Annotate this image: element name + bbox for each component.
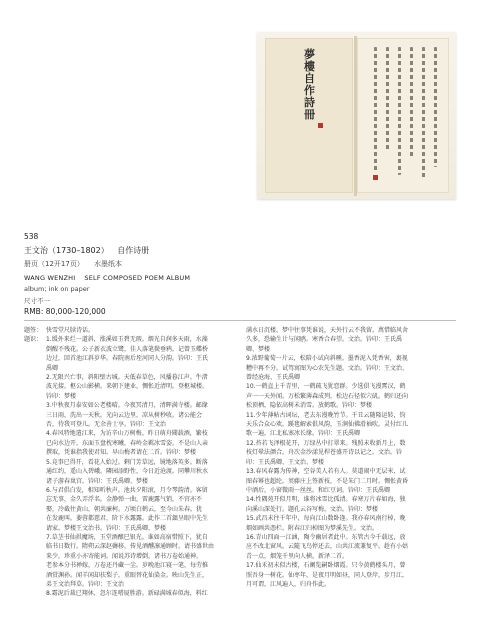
inscription-line: 6.与君倡白发，相知听秋声。池共夕阳滚，月令琴韵清。客留: [46, 486, 208, 494]
inscription-line: 图春幂也超纶。荚藤庄上签新枝，不是朱门二月时。惆怅黄昏: [246, 477, 409, 485]
inscription-line: 钤印：梦楼: [46, 392, 77, 400]
inscription-line: 松顶栖，隐依高树未消雪。放鹤歌。钤印：梦楼: [246, 402, 373, 410]
inscription-line: 应不改北窗风。云隨飞鸟停还去，山共江流兼复平。趁有小姑: [246, 543, 409, 551]
inscription-body-left: [46, 345, 228, 599]
inscription-line: 老参本分书禅嫁，万卷还丹藏一尘。岁晚池江寝一笔，每劳推: [46, 562, 209, 570]
inscription-row: [24, 335, 228, 344]
english-medium: album; ink on paper: [24, 285, 90, 293]
inscription-line: 月可谓，江风遍人，归舟作此。: [246, 580, 331, 588]
inscription-line: 中酒后，小窗微雨一丝丝。和红豆词。钤印：王氏禹卿: [246, 486, 391, 494]
signature-row: [24, 326, 228, 335]
album-calligraphy-page: [357, 38, 449, 193]
inscription-line: 三日雨，洗出一天秋。光向云边里，凉从树秒收。诸公能会: [46, 411, 203, 419]
inscription-line: 倒醒不残花。公子新衣波立鹭，佳人落笔鬓垂鸦。记曾玉蝶桥: [46, 345, 209, 353]
inscription-line: 青一点，烟笼千里向人横。新泽二首。: [246, 552, 349, 560]
inscription-line: 7.草茎书仙拱魔场，玉堂酒酿巳银光。谁如高宿惜照下，犹自: [46, 533, 208, 541]
calligraphy-column: [410, 47, 413, 157]
inscription-line: 13.春风春露为传神，空谷美人若有人。莫道闹中无层米，试: [246, 468, 406, 476]
inscription-line: 声一一天外闻。万松繁薄森成列，松边石径似穴矶。鹤归还向: [246, 392, 409, 400]
seal-stamp: [373, 175, 378, 180]
inscription-line: 娶，冷截往黄山，朝共廉柯。万顷白鹤云，至今山朱春。犹: [46, 505, 203, 513]
inscription-line: 通红约，遥山入碧峨。隣园添野性，今日近沧渡。同攀川秋水: [46, 468, 209, 476]
album-title-char: 冊: [304, 108, 315, 121]
inscription-line: 满水日沉楼。梦中往事凭谁说，天外行云不我留。萬惜临风舍: [246, 327, 409, 334]
inscription-line: 9.浓野葡萄一片云，松陪小试向斜曛。墨香泥入凭香害，裹视: [246, 355, 408, 363]
inscription-first-line: 1.缓外来烂一道斜，涨溪如玉碧无瑕。烟光自润多天雨，水藻: [46, 336, 208, 344]
lot-number: 538: [24, 232, 39, 241]
inscription-line: 印：王氏禹卿、王文治、梦楼: [246, 458, 325, 466]
inscription-line: 14.性隅苑开似月明，谁将冰雪比孤清。春寒万片春如海，独: [246, 496, 406, 504]
inscription-line: 弟王文治拜草。钤印：王文治: [46, 580, 125, 588]
inscription-line: 5.竞事已得开，看花人始过。剩门芳草远，镜地落英多。断落: [46, 458, 208, 466]
inscription-line: 久多，恐输生计与闲鸥。寒香合春望。文治。钤印：王氏禹: [246, 336, 403, 344]
album-title-char: 樓: [304, 60, 315, 73]
inscription-line: 17.仙禾初未似古楼，石阑览嗣卧烟霞。只今黄鹤楼头月，曾: [246, 562, 406, 570]
inscription-line: 临书日数行。隋朔云深赵薅移，传见酒醺凛通顾时。请书盛世由: [46, 543, 215, 551]
album-title-char: 作: [304, 84, 315, 97]
inscription-body-right: [246, 326, 456, 589]
inscription-line: 边过，回首池江斜岁华。春院南后垤河同人分韵。钤印：王氏: [46, 355, 209, 363]
inscription-line: 烟如画共憑栏。附春江归棹图为梦溪先生。文治。: [246, 524, 379, 532]
album-title-char: 自: [304, 72, 315, 85]
inscription-line: 禹卿: [46, 364, 59, 372]
inscription-line: 向溪山深处行。题孔云谷写梅。文治。钤印：梦楼: [246, 505, 379, 513]
inscription-line: 3.中秋夜月泰安如公老楼晴。今夜冥清月，清晖满寺楼。邮缘: [46, 402, 208, 410]
inscription-line: 2.无限兴亡事，斜阳壁古城。天低春草色，风播暮江声。牛渚: [46, 374, 208, 382]
inscription-line: 卿、梦楼: [246, 345, 271, 353]
section-divider: [24, 320, 456, 321]
inscription-line: 来少，珍重小亦寄能词。闻说苏诗增倒，诸书万卷始通神。: [46, 552, 203, 560]
inscription-column-right: [246, 326, 456, 589]
calligraphy-column: [374, 47, 377, 171]
inscription-line: 已向水边开。东面玉盘枕寒曦，春岭金羁冰雪姿。不是山人亲: [46, 439, 209, 447]
inscription-line: 11.少年薄帖古词坛，老去东漫晚竹节。千丑云随隆运转，钧: [246, 411, 406, 419]
inscription-line: 请家。梦楼王文治书。钤印：王氏禹卿、梦楼: [46, 524, 167, 532]
inscription-label: 题识：: [24, 336, 43, 344]
artist-title: [24, 245, 155, 256]
inscription-line: 波光接，枢公山影横。来朝下建业，惆怅近清明。登枢城楼。: [46, 383, 209, 391]
calligraphy-column: [398, 47, 401, 175]
size-label: 尺寸不一: [24, 297, 50, 305]
inscription-line: 酒赏渊孙。闻羊闲却扶梨子，重眼替花仙染金。映山先生正，: [46, 571, 209, 579]
format-text: 册页（12开17页）: [24, 260, 84, 268]
medium-text: 水墨纸本: [94, 260, 123, 268]
inscription-line: 15.武昌未往千年中，每向江山数卧逢。我亦春风南行棹，晚: [246, 515, 406, 523]
inscription-line: 枝灯晕法颜合。舟次金沙漾见桿苍盛开诗以记之。文治。钤: [246, 449, 403, 457]
inscription-line: 在发鹿叫。萎蓉都慈君，阶下水露露。此作二首鎮呈眼中先生: [46, 515, 209, 523]
inscription-line: 4.春风特地遣江来，为访辛山万树梅。昨日萌舟聞载酒，繁枝: [46, 430, 208, 438]
calligraphy-column: [434, 47, 437, 167]
estimate: RMB: 80,000-120,000: [24, 307, 106, 316]
calligraphy-column: [386, 47, 389, 151]
inscription-line: 12.苔若飞泽根花开，万绿丛中打翠来。残照未收新月上，数: [246, 439, 406, 447]
inscription-line: 糟中再不分。试驾寓图为心农先生题。文治。钤印：王文治、: [246, 364, 409, 372]
album-cover-page: [265, 38, 353, 193]
inscription-line: 8.霜泥后裁已翔休，忽尔连嗜厦胜游。新碌满城春似海，料红: [46, 590, 208, 598]
work-title: 自作诗册: [117, 246, 150, 255]
album-photo: [257, 32, 456, 199]
inscription-line: 16.青山四面一江涵，陶令幽居者此中。东管古今千载远，放: [246, 533, 406, 541]
album-title-char: 詩: [304, 96, 315, 109]
inscription-column-left: [24, 326, 228, 599]
inscription-line: 忘无事，金久弄浮名。金静弹一曲，雷鹿露气销，不官亦不: [46, 496, 203, 504]
signature-text: 快雪堂尺牍诗话。: [46, 327, 95, 334]
inscription-line: 照吾身一树花。仙枣年，是夜月明如昼，同人登岸，步月江，: [246, 571, 409, 579]
english-title: WANG WENZHI SELF COMPOSED POEM ALBUM: [24, 274, 191, 282]
calligraphy-column: [422, 47, 425, 179]
inscription-line: 诸子游春岚宫。钤印：王氏禹卿、梦楼: [46, 477, 149, 485]
inscription-line: 否，待我可登儿。无余善士享。钤印：王文治: [46, 421, 167, 429]
inscription-line: 撰取，凭谁指我使君知。早山梅者请在二首。钤印：梦楼: [46, 449, 197, 457]
format-medium: [24, 259, 130, 269]
inscription-line: 天乐合众心欢。蹊毯解索俱风韵，玉涧仙佛滑袖吹。灵付红儿: [246, 421, 409, 429]
inscription-line: 曾经沧海、王氏禹卿: [246, 374, 301, 382]
signature-label: 题签：: [24, 327, 43, 334]
seal-stamp: [318, 123, 323, 128]
inscription-line: 歌一遍，江北私塞冰长缘。钤印：王氏禹卿: [246, 430, 361, 438]
inscription-line: 10.一鹤直上千青里，一鹤疏飞犹恋群。少选俱飞漫霄汉，鹤: [246, 383, 406, 391]
album-title-char: 夢: [304, 48, 315, 61]
artist-name: 王文治（1730–1802）: [24, 246, 109, 255]
